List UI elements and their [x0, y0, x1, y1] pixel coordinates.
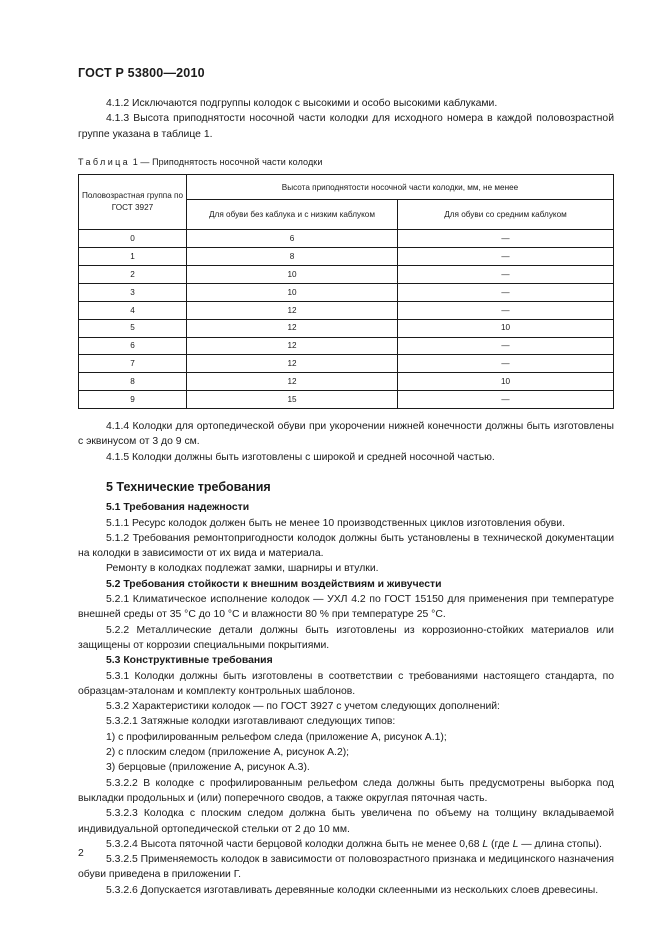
table-cell-medium-heel: — — [398, 391, 614, 409]
table-cell-medium-heel: — — [398, 265, 614, 283]
table-row — [79, 391, 614, 409]
document-header: ГОСТ Р 53800—2010 — [78, 66, 205, 80]
section-5-3-title: 5.3 Конструктивные требования — [106, 655, 273, 667]
paragraph-5-3-2-4: 5.3.2.4 Высота пяточной части берцовой колодки должна быть не менее 0,68 L (где L — длина стопы). — [106, 838, 602, 850]
paragraph-5-3-2-5: 5.3.2.5 Применяемость колодок в зависимости от половозрастного признака и медицинского назначения обуви приведена в приложении Г. — [78, 854, 614, 881]
table-cell-group: 3 — [79, 283, 187, 301]
table-cell-no-heel: 12 — [187, 373, 398, 391]
section-5-2-title: 5.2 Требования стойкости к внешним воздействиям и живучести — [106, 578, 442, 590]
table-row — [79, 337, 614, 355]
document-body — [78, 96, 614, 898]
table-cell-group: 1 — [79, 248, 187, 266]
toe-spring-table — [78, 174, 614, 409]
section-5-title: 5 Технические требования — [106, 479, 271, 494]
table-header-no-heel: Для обуви без каблука и с низким каблуком — [187, 200, 398, 230]
table-row — [79, 319, 614, 337]
table-cell-group: 9 — [79, 391, 187, 409]
table-row — [79, 301, 614, 319]
table-body — [79, 230, 614, 409]
table-cell-medium-heel: 10 — [398, 373, 614, 391]
table-cell-no-heel: 12 — [187, 301, 398, 319]
paragraph-4-1-2: 4.1.2 Исключаются подгруппы колодок с высокими и особо высокими каблуками. — [106, 98, 498, 109]
table-cell-group: 7 — [79, 355, 187, 373]
table-cell-medium-heel: 10 — [398, 319, 614, 337]
page-number: 2 — [78, 848, 84, 859]
table-cell-no-heel: 12 — [187, 355, 398, 373]
table-header-medium-heel: Для обуви со средним каблуком — [398, 200, 614, 230]
table-header-group: Половозрастная группа по ГОСТ 3927 — [79, 175, 187, 230]
list-item-3: 3) берцовые (приложение А, рисунок А.3). — [106, 762, 310, 774]
table-cell-medium-heel: — — [398, 355, 614, 373]
paragraph-5-1-2: 5.1.2 Требования ремонтопригодности колодок должны быть установлены в технической документации на колодки в зависимости от их вида и материала. — [78, 532, 614, 560]
table-header-height: Высота приподнятости носочной части колодки, мм, не менее — [187, 175, 614, 200]
table-cell-no-heel: 10 — [187, 283, 398, 301]
table-cell-group: 6 — [79, 337, 187, 355]
paragraph-4-1-3: 4.1.3 Высота приподнятости носочной части колодки для исходного номера в каждой половозрастной группе указана в таблице 1. — [78, 113, 614, 140]
list-item-2: 2) с плоским следом (приложение А, рисунок А.2); — [106, 747, 350, 759]
table-cell-no-heel: 15 — [187, 391, 398, 409]
table-cell-no-heel: 12 — [187, 319, 398, 337]
table-cell-medium-heel: — — [398, 248, 614, 266]
table-caption — [78, 155, 614, 170]
table-row — [79, 230, 614, 248]
table-row — [79, 248, 614, 266]
table-row — [79, 373, 614, 391]
table-cell-group: 2 — [79, 265, 187, 283]
table-cell-no-heel: 12 — [187, 337, 398, 355]
paragraph-5-3-2: 5.3.2 Характеристики колодок — по ГОСТ 3927 с учетом следующих дополнений: — [106, 701, 500, 713]
section-5-1-title: 5.1 Требования надежности — [106, 502, 250, 514]
paragraph-5-3-2-3: 5.3.2.3 Колодка с плоским следом должна быть увеличена по объему на толщину вкладываемой индивидуальной ортопедической стельки от 2 до 10 мм. — [78, 808, 614, 835]
paragraph-5-2-2: 5.2.2 Металлические детали должны быть изготовлены из коррозионно-стойких материалов или защищены от коррозии специальными покрытиями. — [78, 624, 614, 651]
paragraph-5-3-2-2: 5.3.2.2 В колодке с профилированным рельефом следа должны быть предусмотрены выборка под выкладки продольных и (или) поперечного сводов, а также округлая пяточная часть. — [78, 777, 614, 804]
paragraph-5-1-2-repair: Ремонту в колодках подлежат замки, шарниры и втулки. — [106, 563, 379, 575]
table-cell-group: 8 — [79, 373, 187, 391]
paragraph-5-1-1: 5.1.1 Ресурс колодок должен быть не менее 10 производственных циклов изготовления обуви. — [106, 517, 565, 529]
table-cell-no-heel: 8 — [187, 248, 398, 266]
table-cell-medium-heel: — — [398, 301, 614, 319]
table-cell-group: 5 — [79, 319, 187, 337]
paragraph-5-3-2-6: 5.3.2.6 Допускается изготавливать деревянные колодки склеенными из нескольких слоев древесины. — [106, 884, 599, 896]
table-cell-no-heel: 6 — [187, 230, 398, 248]
table-cell-group: 0 — [79, 230, 187, 248]
table-cell-medium-heel: — — [398, 283, 614, 301]
table-caption-text: 1 — Приподнятость носочной части колодки — [130, 156, 323, 167]
table-cell-group: 4 — [79, 301, 187, 319]
paragraph-5-3-2-1: 5.3.2.1 Затяжные колодки изготавливают следующих типов: — [106, 716, 396, 728]
paragraph-4-1-4: 4.1.4 Колодки для ортопедической обуви при укорочении нижней конечности должны быть изготовлены с эквинусом от 3 до 9 см. — [78, 421, 614, 448]
table-cell-no-heel: 10 — [187, 265, 398, 283]
list-item-1: 1) с профилированным рельефом следа (приложение А, рисунок А.1); — [106, 731, 447, 743]
table-row — [79, 355, 614, 373]
paragraph-5-3-1: 5.3.1 Колодки должны быть изготовлены в соответствии с требованиями настоящего стандарта, по образцам-эталонам и комплекту контрольных шаблонов. — [78, 670, 614, 697]
table-row — [79, 265, 614, 283]
table-row — [79, 283, 614, 301]
table-cell-medium-heel: — — [398, 337, 614, 355]
table-caption-prefix: Таблица — [78, 156, 131, 167]
paragraph-5-2-1: 5.2.1 Климатическое исполнение колодок — УХЛ 4.2 по ГОСТ 15150 для применения при температуре внешней среды от 35 °С до 10 °С и влажности 80 % при температуре 25 °С. — [78, 594, 614, 621]
table-cell-medium-heel: — — [398, 230, 614, 248]
paragraph-4-1-5: 4.1.5 Колодки должны быть изготовлены с широкой и средней носочной частью. — [106, 451, 495, 463]
